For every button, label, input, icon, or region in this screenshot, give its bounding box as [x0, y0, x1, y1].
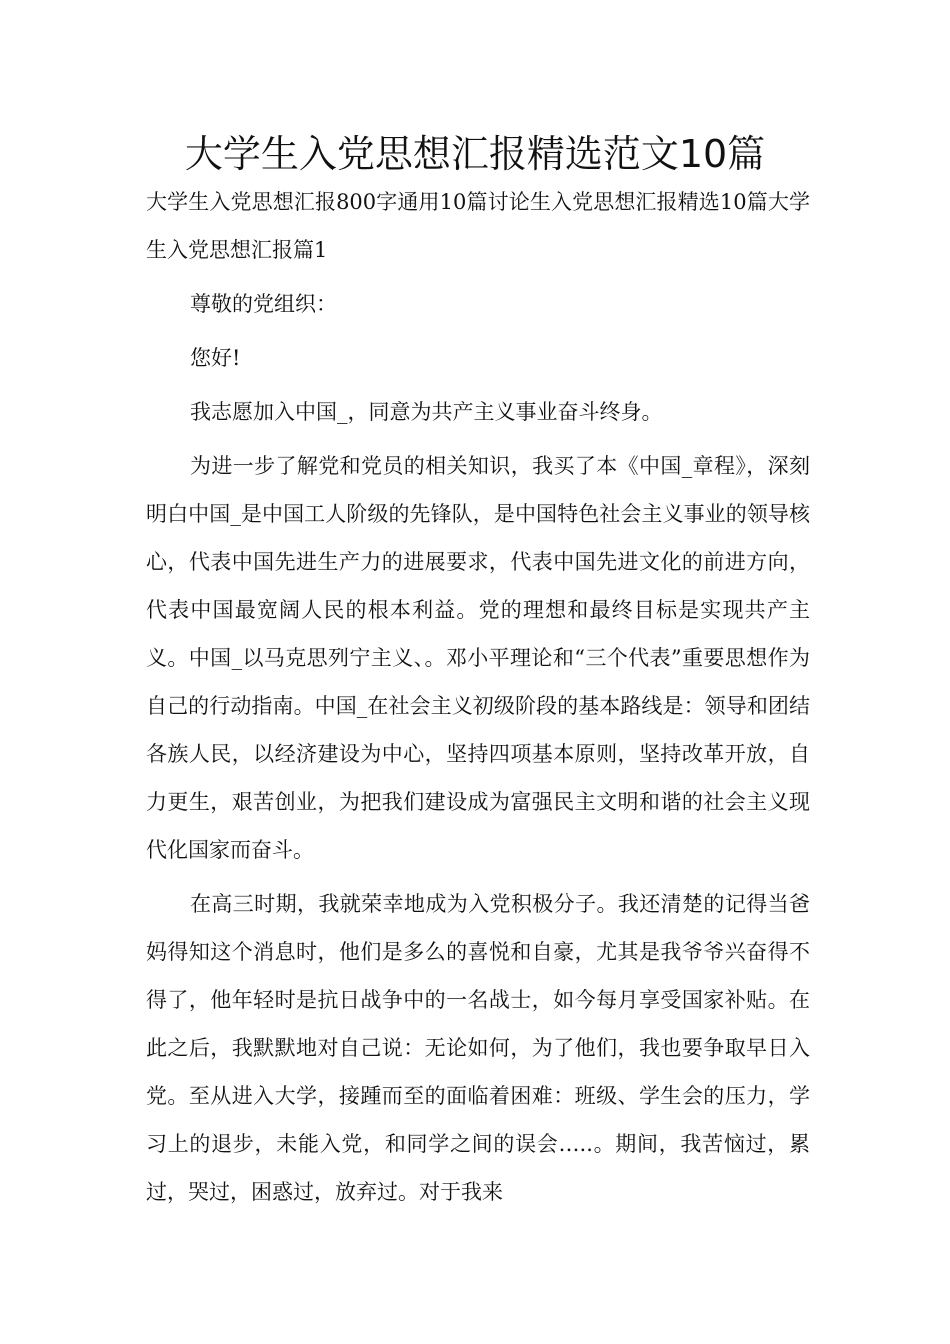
- greeting-paragraph: 您好!: [190, 346, 241, 370]
- body-paragraph: 为进一步了解党和党员的相关知识，我买了本《中国_章程》，深刻明白中国_是中国工人阶级的先锋队，是中国特色社会主义事业的领导核心，代表中国先进生产力的进展要求，代表中国先进文化的前进方向，代表中国最宽阔人民的根本利益。党的理想和最终目标是实现共产主义。中国_以马克思列宁主义、。邓小平理论和“三个代表”重要思想作为自己的行动指南。中国_在社会主义初级阶段的基本路线是：领导和团结各族人民，以经济建设为中心，坚持四项基本原则，坚持改革开放，自力更生，艰苦创业，为把我们建设成为富强民主文明和谐的社会主义现代化国家而奋斗。: [146, 454, 810, 862]
- document-title: 大学生入党思想汇报精选范文10篇: [184, 132, 766, 176]
- document-body: [146, 178, 810, 1216]
- pledge-paragraph: 我志愿加入中国_，同意为共产主义事业奋斗终身。: [190, 400, 663, 424]
- body-paragraph: 在高三时期，我就荣幸地成为入党积极分子。我还清楚的记得当爸妈得知这个消息时，他们是多么的喜悦和自豪，尤其是我爷爷兴奋得不得了，他年轻时是抗日战争中的一名战士，如今每月享受国家补贴。在此之后，我默默地对自己说：无论如何，为了他们，我也要争取早日入党。至从进入大学，接踵而至的面临着困难：班级、学生会的压力，学习上的退步，未能入党，和同学之间的误会…..。期间，我苦恼过，累过，哭过，困惑过，放弃过。对于我来: [146, 892, 810, 1204]
- document-subtitle-paragraph: 大学生入党思想汇报800字通用10篇讨论生入党思想汇报精选10篇大学生入党思想汇报篇1: [146, 190, 810, 262]
- salutation-paragraph: 尊敬的党组织：: [190, 292, 337, 316]
